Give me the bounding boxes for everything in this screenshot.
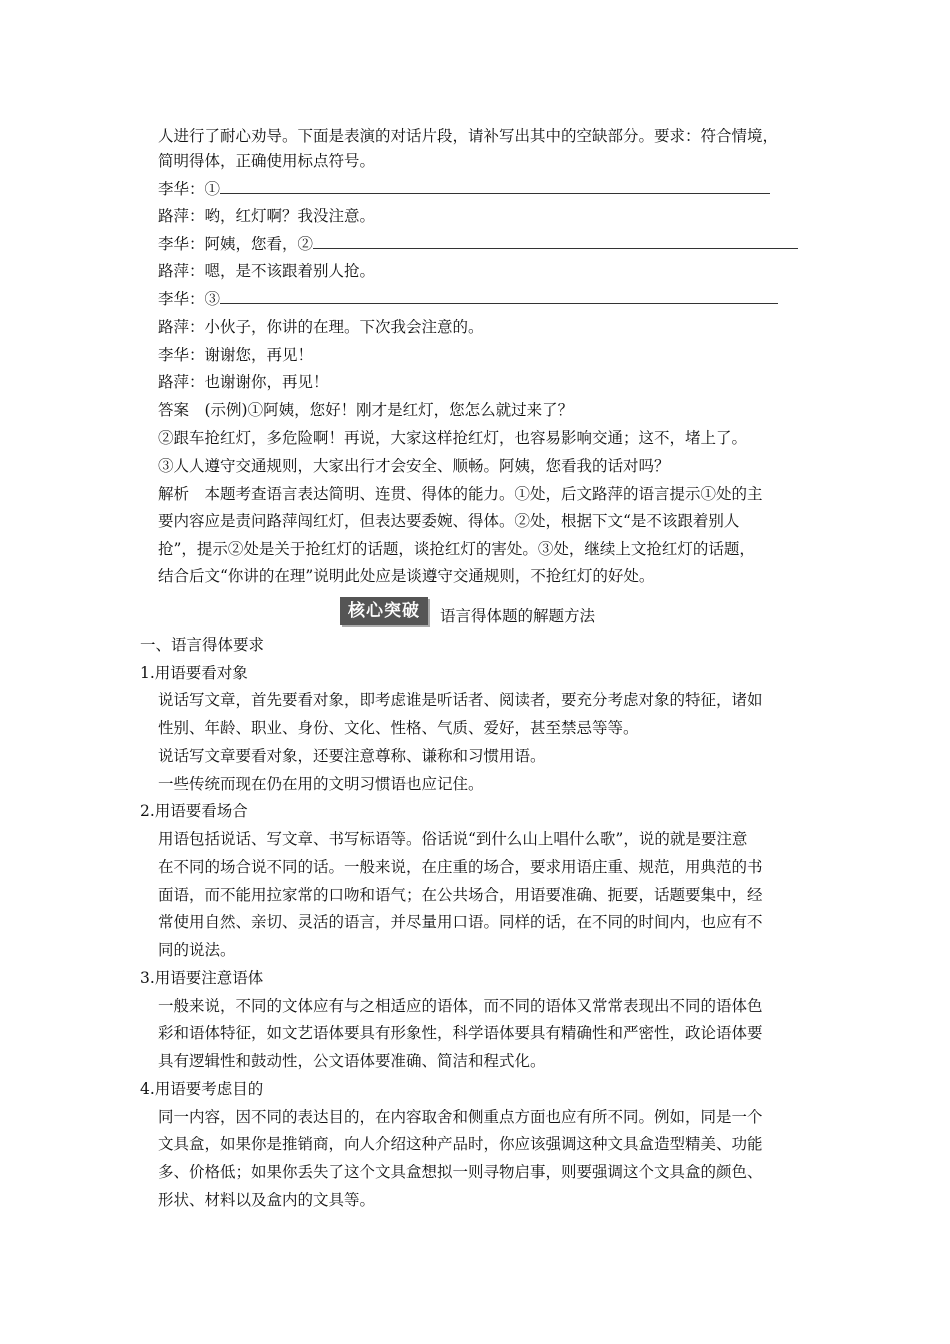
dialogue-text: 谢谢您，再见！	[204, 346, 314, 364]
dialogue-line	[158, 234, 798, 254]
analysis-line: 结合后文“你讲的在理”说明此处应是谈遵守交通规则，不抢红灯的好处。	[158, 567, 655, 585]
paragraph-line: 一些传统而现在仍在用的文明习惯语也应记住。	[158, 775, 484, 793]
dialogue-text: 哟，红灯啊？我没注意。	[204, 207, 376, 225]
paragraph-line: 说话写文章，首先要看对象，即考虑谁是听话者、阅读者，要充分考虑对象的特征，诸如	[158, 691, 763, 709]
subheading: 2.用语要看场合	[140, 802, 248, 820]
answer-blank	[220, 289, 778, 304]
analysis-line: 要内容应是责问路萍闯红灯，但表达要委婉、得体。②处，根据下文“是不该跟着别人	[158, 512, 740, 530]
paragraph-line: 同的说法。	[158, 941, 236, 959]
dialogue-text: 也谢谢你，再见！	[204, 373, 329, 391]
dialogue-speaker: 路萍：	[158, 373, 205, 391]
dialogue-speaker: 路萍：	[158, 318, 205, 336]
section-badge: 核心突破	[340, 597, 428, 625]
paragraph-line: 同一内容，因不同的表达目的，在内容取舍和侧重点方面也应有所不同。例如，同是一个	[158, 1108, 763, 1126]
paragraph-line: 性别、年龄、职业、身份、文化、性格、气质、爱好，甚至禁忌等等。	[158, 719, 639, 737]
dialogue-line	[158, 261, 375, 281]
dialogue-speaker: 路萍：	[158, 262, 205, 280]
answer-line: ③人人遵守交通规则，大家出行才会安全、顺畅。阿姨，您看我的话对吗？	[158, 457, 670, 475]
answer-line: 答案 (示例)①阿姨，您好！刚才是红灯，您怎么就过来了？	[158, 401, 574, 419]
subheading: 1.用语要看对象	[140, 664, 248, 682]
dialogue-text: 阿姨，您看，②	[204, 235, 314, 253]
paragraph-line: 一般来说，不同的文体应有与之相适应的语体，而不同的语体又常常表现出不同的语体色	[158, 997, 763, 1015]
paragraph-line: 面语，而不能用拉家常的口吻和语气；在公共场合，用语要准确、扼要，话题要集中，经	[158, 886, 763, 904]
answer-blank	[313, 234, 798, 249]
dialogue-speaker: 李华：	[158, 290, 205, 308]
dialogue-line	[158, 206, 375, 226]
dialogue-text: 小伙子，你讲的在理。下次我会注意的。	[204, 318, 484, 336]
paragraph-line: 在不同的场合说不同的话。一般来说，在庄重的场合，要求用语庄重、规范，用典范的书	[158, 858, 763, 876]
paragraph-line: 彩和语体特征，如文艺语体要具有形象性，科学语体要具有精确性和严密性，政论语体要	[158, 1024, 763, 1042]
dialogue-text: ①	[204, 180, 221, 198]
paragraph-line: 多、价格低；如果你丢失了这个文具盒想拟一则寻物启事，则要强调这个文具盒的颜色、	[158, 1163, 763, 1181]
dialogue-speaker: 路萍：	[158, 207, 205, 225]
section-heading: 一、语言得体要求	[140, 636, 265, 654]
dialogue-speaker: 李华：	[158, 346, 205, 364]
answer-line: ②跟车抢红灯，多危险啊！再说，大家这样抢红灯，也容易影响交通；这不，堵上了。	[158, 429, 748, 447]
dialogue-text: 嗯，是不该跟着别人抢。	[204, 262, 376, 280]
paragraph-line: 常使用自然、亲切、灵活的语言，并尽量用口语。同样的话，在不同的时间内，也应有不	[158, 913, 763, 931]
dialogue-speaker: 李华：	[158, 235, 205, 253]
subheading: 4.用语要考虑目的	[140, 1080, 264, 1098]
intro-line: 简明得体，正确使用标点符号。	[158, 152, 376, 170]
dialogue-line	[158, 179, 770, 199]
answer-blank	[220, 179, 770, 194]
dialogue-line	[158, 372, 329, 392]
paragraph-line: 文具盒，如果你是推销商，向人介绍这种产品时，你应该强调这种文具盒造型精美、功能	[158, 1135, 763, 1153]
paragraph-line: 具有逻辑性和鼓动性，公文语体要准确、简洁和程式化。	[158, 1052, 546, 1070]
dialogue-line	[158, 289, 778, 309]
subheading: 3.用语要注意语体	[140, 969, 264, 987]
intro-line: 人进行了耐心劝导。下面是表演的对话片段，请补写出其中的空缺部分。要求：符合情境，	[158, 127, 779, 145]
dialogue-text: ③	[204, 290, 221, 308]
analysis-line: 抢”，提示②处是关于抢红灯的话题，谈抢红灯的害处。③处，继续上文抢红灯的话题，	[158, 540, 755, 558]
paragraph-line: 说话写文章要看对象，还要注意尊称、谦称和习惯用语。	[158, 747, 546, 765]
dialogue-speaker: 李华：	[158, 180, 205, 198]
dialogue-line	[158, 317, 484, 337]
dialogue-line	[158, 345, 313, 365]
section-title: 语言得体题的解题方法	[440, 607, 596, 625]
analysis-line: 解析 本题考查语言表达简明、连贯、得体的能力。①处，后文路萍的语言提示①处的主	[158, 485, 763, 503]
paragraph-line: 形状、材料以及盒内的文具等。	[158, 1191, 376, 1209]
paragraph-line: 用语包括说话、写文章、书写标语等。俗话说“到什么山上唱什么歌”，说的就是要注意	[158, 830, 748, 848]
